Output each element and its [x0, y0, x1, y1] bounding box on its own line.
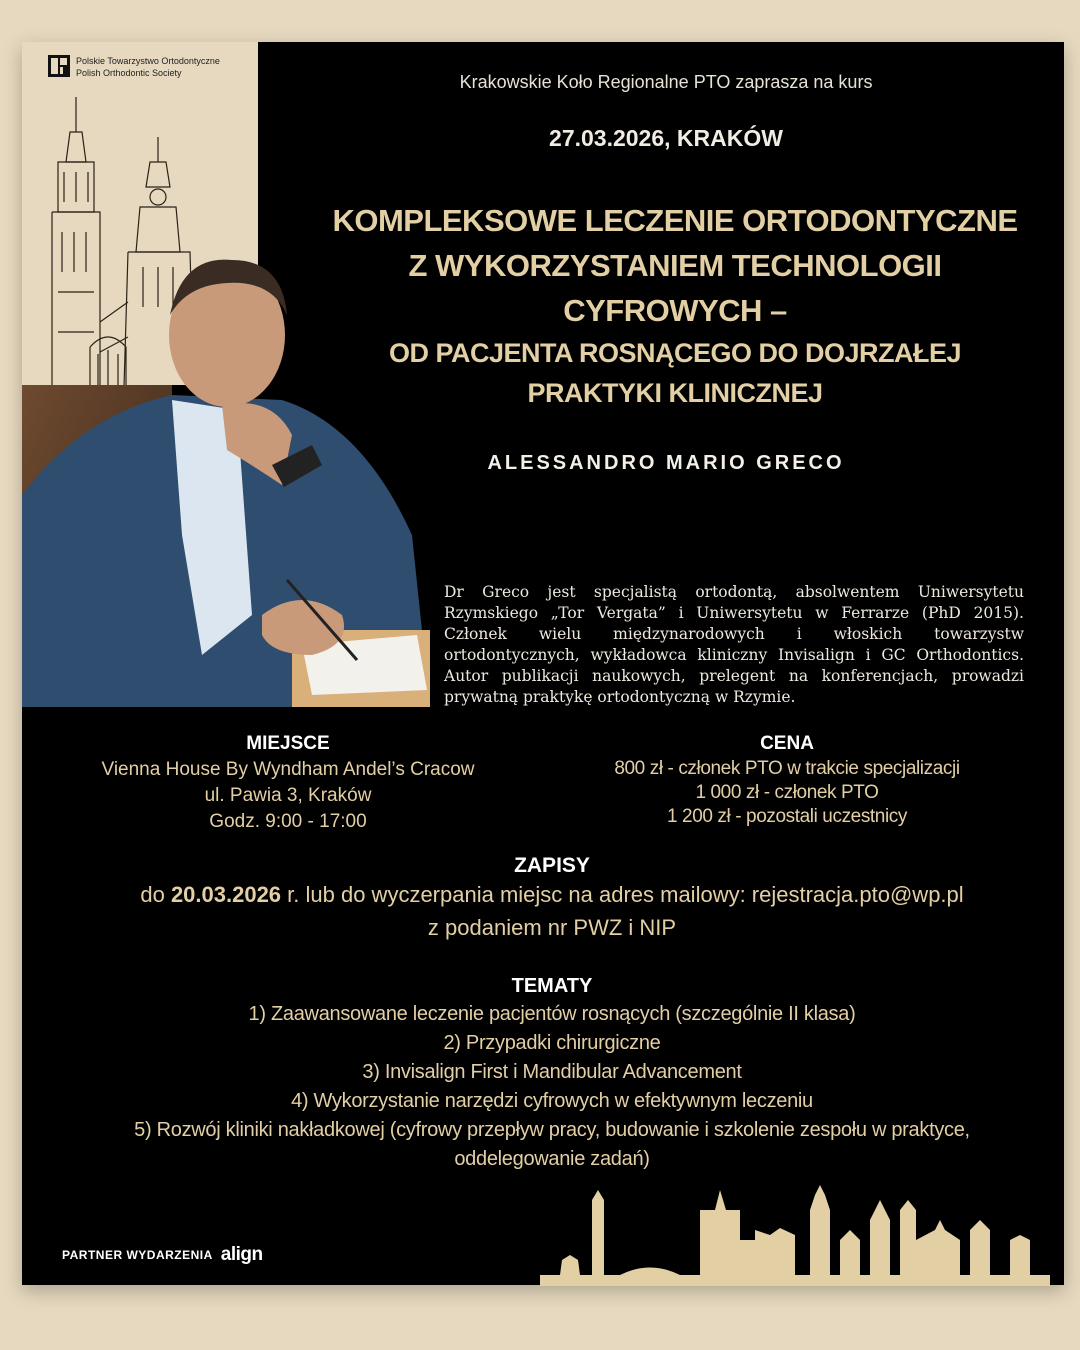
title-line-2: Z WYKORZYSTANIEM TECHNOLOGII [408, 248, 942, 283]
topic-item-5-continued: oddelegowanie zadań) [454, 1148, 650, 1170]
place-section [60, 733, 516, 835]
registration-deadline: 20.03.2026 [170, 882, 282, 907]
price-section [560, 733, 1014, 829]
logo-line-2: Polish Orthodontic Society [76, 68, 182, 78]
speaker-name: ALESSANDRO MARIO GRECO [487, 452, 845, 474]
place-line-3: Godz. 9:00 - 17:00 [209, 811, 367, 832]
price-line-3: 1 200 zł - pozostali uczestnicy [667, 806, 907, 827]
registration-line-2: z podaniem nr PWZ i NIP [427, 915, 677, 940]
registration-heading: ZAPISY [514, 854, 590, 877]
speaker-bio: Dr Greco jest specjalistą ortodontą, absolwentem Uniwersytetu Rzymskiego „Tor Vergata” i Uniwersytetu w Ferrarze (PhD 2015). Członek wielu międzynarodowych i włoskich towarzystw ortodontycznych, wykładowca kliniczny Invisalign i GC Orthodontics. Autor publikacji naukowych, prelegent na konferencjach, prowadzi prywatną praktykę ortodontyczną w Rzymie. [444, 583, 1024, 706]
price-line-1: 800 zł - członek PTO w trakcie specjalizacji [614, 758, 960, 779]
registration-suffix: r. lub do wyczerpania miejsc na adres mailowy: rejestracja.pto@wp.pl [281, 882, 964, 907]
registration-prefix: do [140, 882, 165, 907]
topic-item-5: 5) Rozwój kliniki nakładkowej (cyfrowy przepływ pracy, budowanie i szkolenie zespołu w praktyce, [134, 1119, 970, 1141]
registration-section [22, 854, 1080, 944]
place-line-2: ul. Pawia 3, Kraków [204, 785, 372, 806]
partner-logo: align [220, 1244, 263, 1265]
pto-logo [48, 55, 220, 79]
invitation-line: Krakowskie Koło Regionalne PTO zaprasza na kurs [459, 72, 873, 92]
price-line-2: 1 000 zł - członek PTO [695, 782, 879, 803]
registration-line-1 [22, 878, 1080, 911]
topic-item-4: 4) Wykorzystanie narzędzi cyfrowych w efektywnym leczeniu [291, 1090, 813, 1112]
event-date: 27.03.2026, KRAKÓW [549, 125, 783, 151]
place-heading: MIEJSCE [246, 733, 330, 754]
title-line-4: OD PACJENTA ROSNĄCEGO DO DOJRZAŁEJ [388, 338, 962, 368]
event-partner [62, 1244, 263, 1266]
topics-heading: TEMATY [511, 975, 593, 997]
krakow-skyline-illustration [540, 1180, 1050, 1286]
partner-label: PARTNER WYDARZENIA [62, 1248, 213, 1262]
title-line-5: PRAKTYKI KLINICZNEJ [527, 378, 823, 408]
title-line-3: CYFROWYCH – [563, 293, 787, 328]
logo-line-1: Polskie Towarzystwo Ortodontyczne [76, 56, 220, 66]
place-line-1: Vienna House By Wyndham Andel’s Cracow [101, 759, 475, 780]
pto-logo-icon [48, 55, 70, 77]
topics-section [22, 975, 1080, 1174]
topic-item-2: 2) Przypadki chirurgiczne [443, 1032, 661, 1054]
topic-item-3: 3) Invisalign First i Mandibular Advancement [362, 1061, 742, 1083]
topic-item-1: 1) Zaawansowane leczenie pacjentów rosnących (szczególnie II klasa) [248, 1003, 856, 1025]
course-title [290, 198, 1060, 413]
price-heading: CENA [760, 733, 814, 754]
title-line-1: KOMPLEKSOWE LECZENIE ORTODONTYCZNE [332, 203, 1018, 238]
